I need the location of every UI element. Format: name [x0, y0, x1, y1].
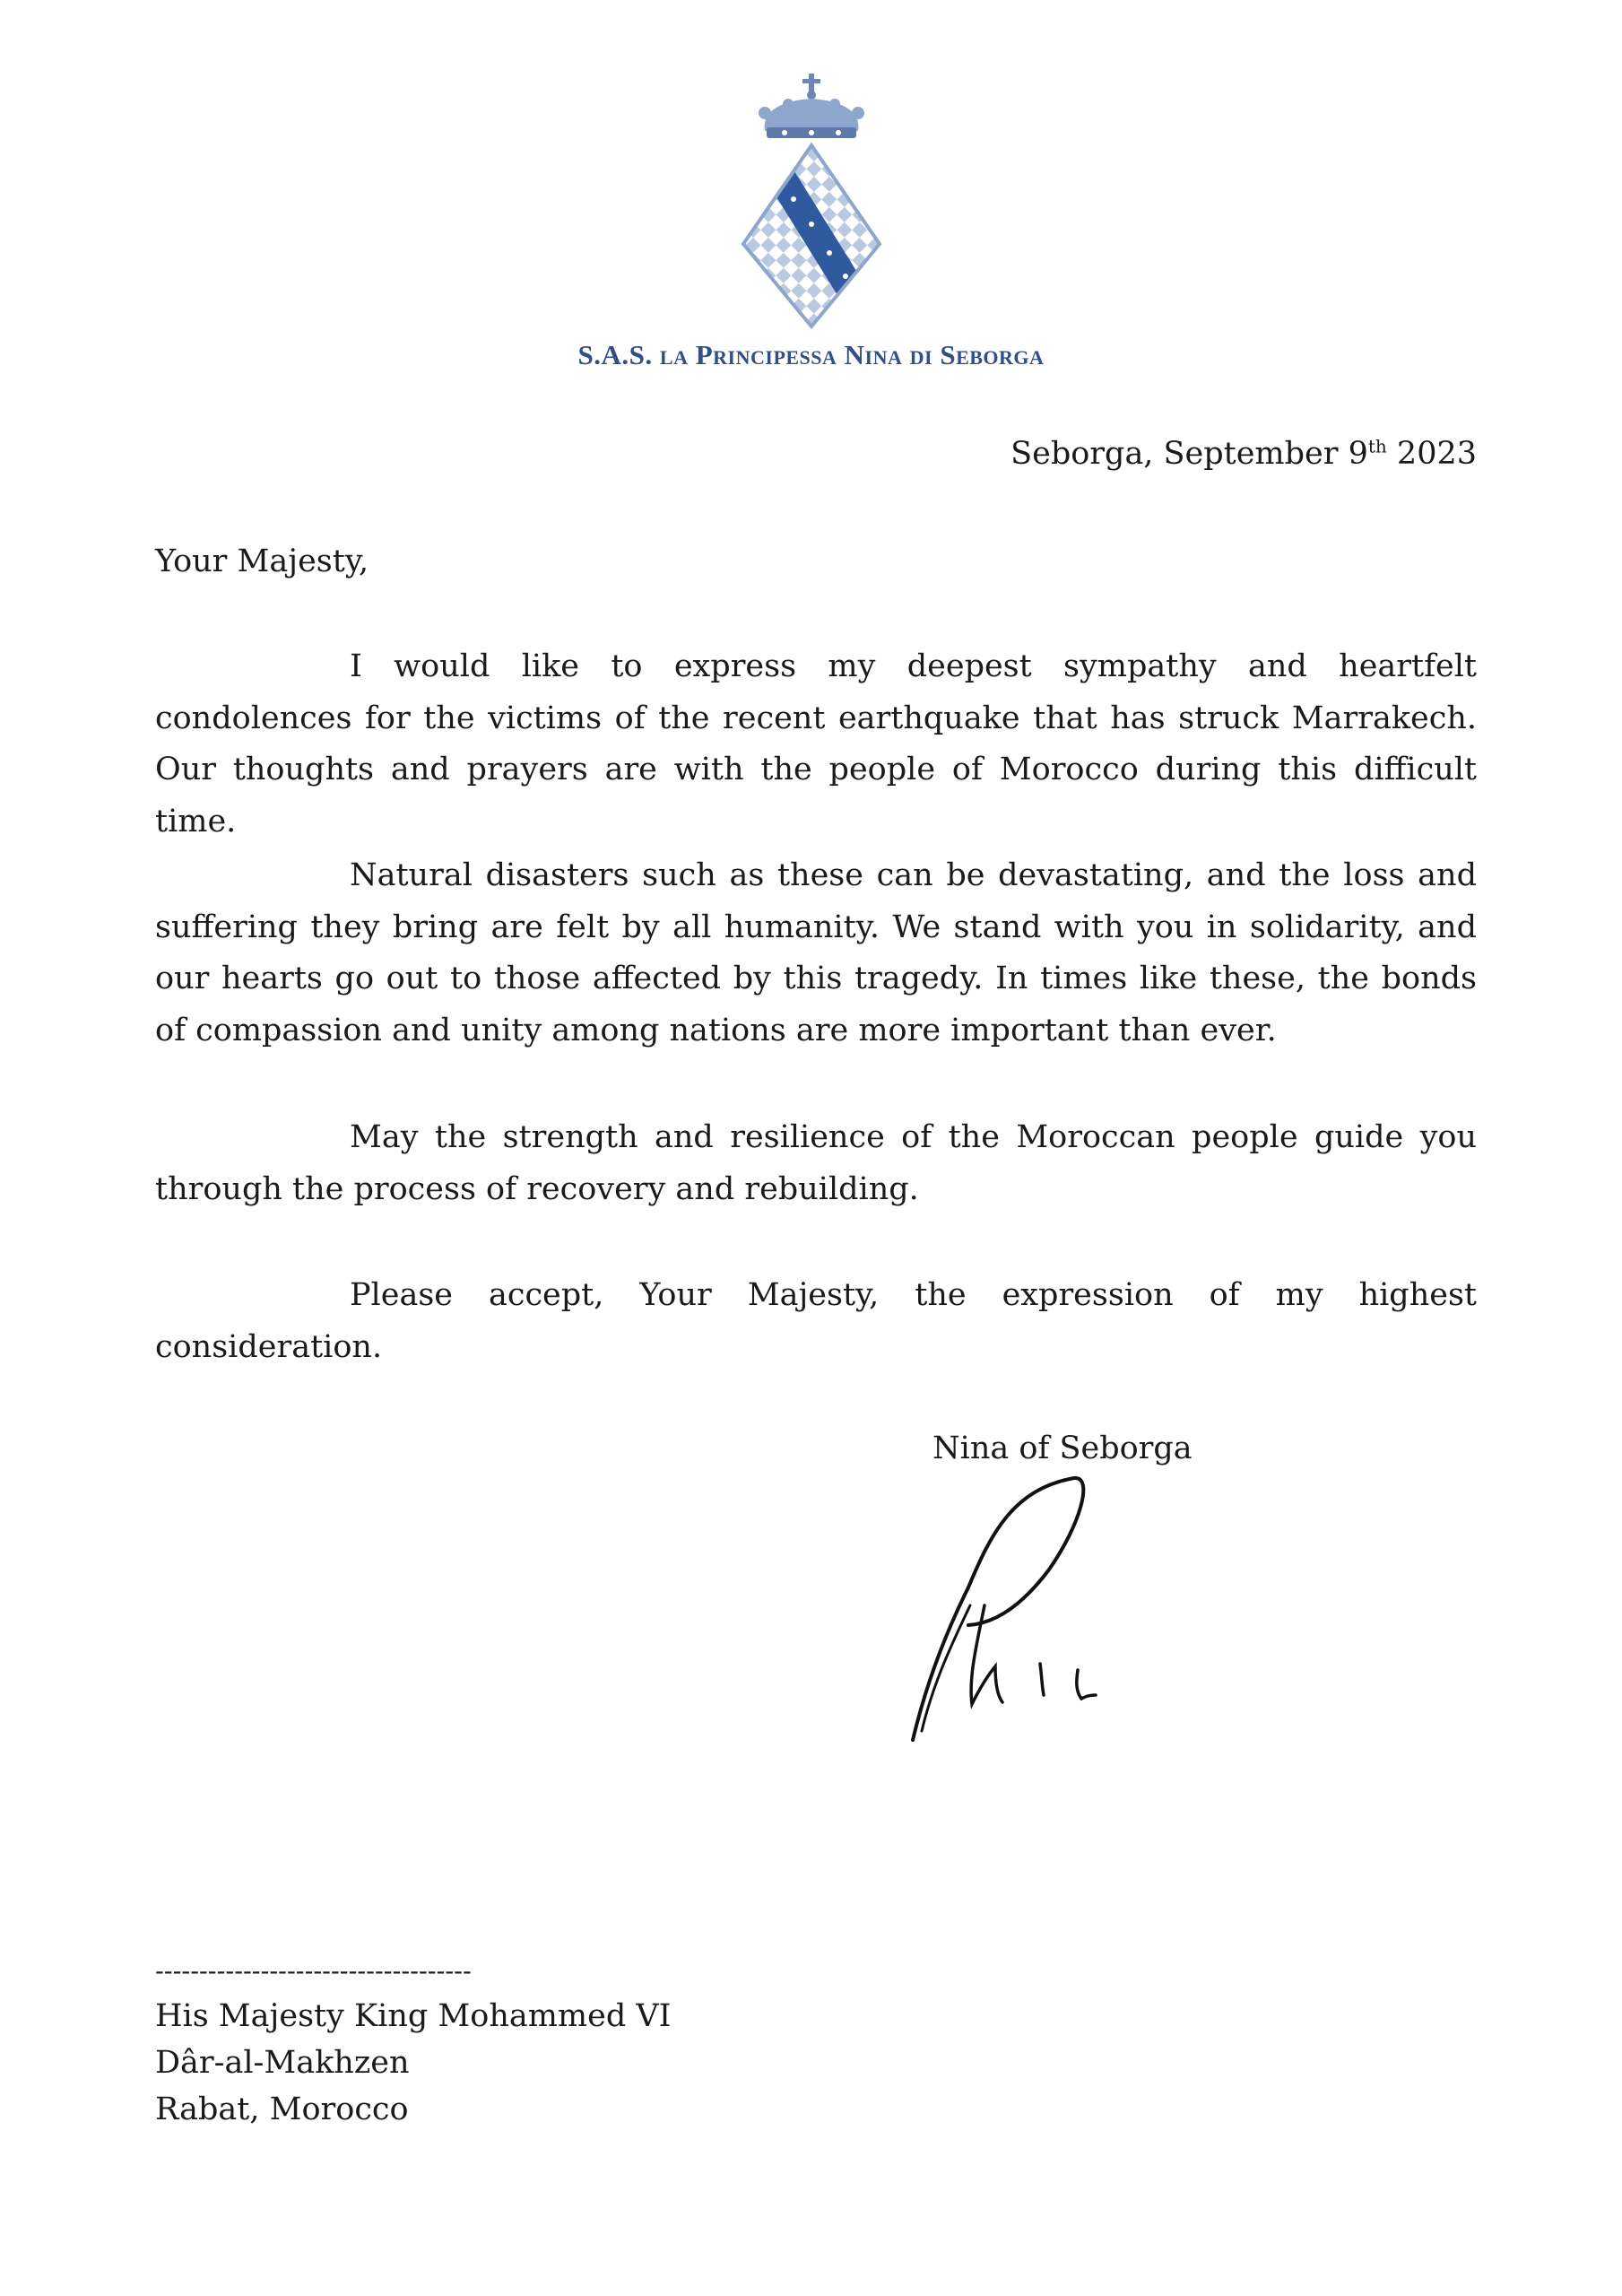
paragraph-solidarity: Natural disasters such as these can be devastating, and the loss and suffering they bring are felt by all humanity. We stand with you in solidarity, and our hearts go out to those affected by this tragedy. In times like these, the bonds of compassion and unity among nations are more important than ever.	[155, 857, 1477, 1048]
recipient-address: Dâr-al-Makhzen	[155, 2045, 410, 2081]
date-year: 2023	[1386, 436, 1477, 472]
recipient-city: Rabat, Morocco	[155, 2092, 409, 2127]
paragraph-condolences: I would like to express my deepest sympathy and heartfelt condolences for the victims of the recent earthquake that has struck Marrakech. Our thoughts and prayers are with the people of Morocco during this difficult time.	[155, 648, 1477, 839]
recipient-name: His Majesty King Mohammed VI	[155, 1998, 672, 2034]
letterhead-title: S.A.S. la Principessa Nina di Seborga	[577, 339, 1045, 370]
date-ordinal-suffix: th	[1367, 435, 1387, 457]
letter-date	[1010, 436, 1477, 472]
date-text: Seborga, September 9	[1010, 436, 1368, 472]
handwritten-signature-icon	[906, 1471, 1103, 1749]
paragraph-resilience: May the strength and resilience of the Moroccan people guide you through the process of recovery and rebuilding.	[155, 1119, 1477, 1207]
address-separator: ------------------------------------	[155, 1955, 472, 1986]
signatory-name: Nina of Seborga	[932, 1431, 1193, 1466]
seborga-coat-of-arms-icon	[740, 74, 883, 332]
paragraph-closing: Please accept, Your Majesty, the expression of my highest consideration.	[155, 1277, 1477, 1365]
salutation: Your Majesty,	[155, 544, 369, 579]
